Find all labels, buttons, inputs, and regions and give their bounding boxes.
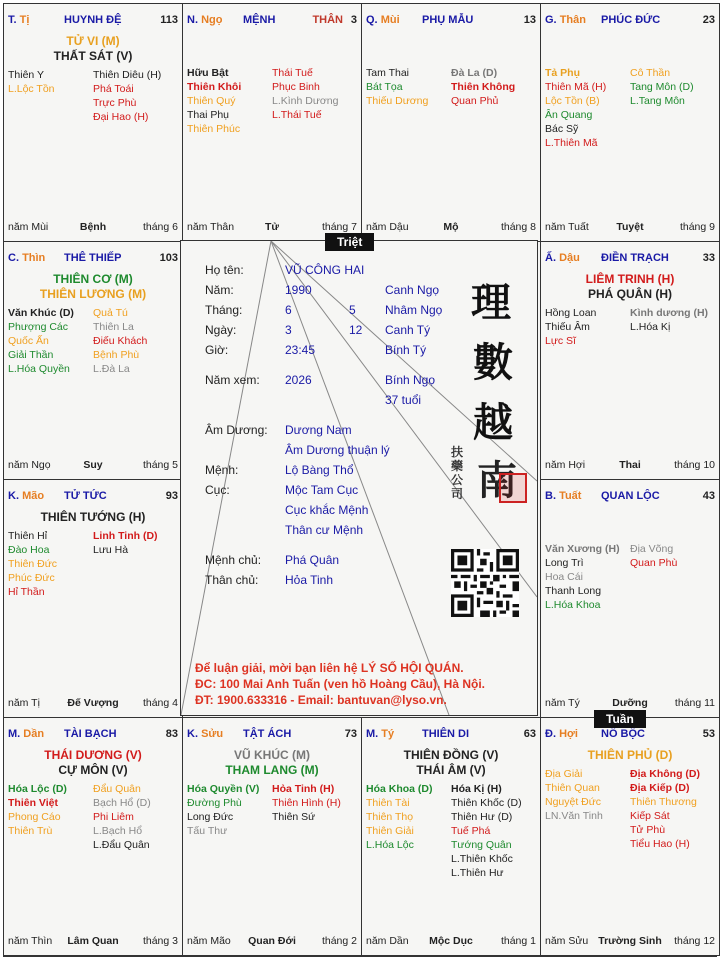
palace-stage: Thai: [619, 459, 641, 471]
label-month: Tháng:: [205, 303, 243, 317]
minor-star: Trực Phù: [93, 97, 137, 109]
minor-star: Lộc Tồn (B): [545, 95, 600, 107]
birth-hour-canchi: Bính Tý: [385, 343, 427, 357]
label-cuc: Cục:: [205, 483, 230, 497]
label-menh: Mệnh:: [205, 463, 239, 477]
minor-star: L.Lộc Tồn: [8, 83, 55, 95]
minor-star: Đại Hao (H): [93, 111, 149, 123]
center-info-panel: [180, 240, 538, 716]
minor-star: Lực Sĩ: [545, 335, 576, 347]
palace-position: K. Sửu: [187, 728, 224, 740]
minor-star: Long Đức: [187, 811, 234, 823]
minor-stars-right: [93, 306, 175, 376]
minor-star: Thiên Hình (H): [272, 797, 341, 809]
minor-stars-right: [272, 66, 354, 122]
palace-stage: Bệnh: [79, 221, 107, 233]
minor-star: Ân Quang: [545, 109, 593, 121]
minor-star: Văn Khúc (D): [8, 307, 74, 319]
minor-star: Hoa Cái: [545, 571, 583, 583]
palace-hoi[interactable]: [540, 717, 720, 956]
main-star: LIÊM TRINH (H): [585, 272, 675, 286]
palace-month: tháng 8: [500, 221, 536, 233]
palace-month: tháng 1: [500, 935, 536, 947]
palace-age: 113: [160, 14, 178, 26]
minor-star: Tử Phù: [630, 824, 666, 836]
minor-star: L.Hóa Khoa: [545, 599, 601, 611]
palace-stage: Dưỡng: [612, 697, 648, 709]
palace-position: C. Thìn: [8, 252, 46, 264]
birth-day: 3: [285, 323, 292, 337]
contact-line-3[interactable]: ĐT: 1900.633316 - Email: bantuvan@lyso.vn.: [195, 693, 447, 707]
minor-star: Thiên Y: [8, 69, 44, 81]
palace-month: tháng 9: [679, 221, 715, 233]
minor-stars-left: [187, 66, 269, 136]
palace-name: QUAN LỘC: [601, 490, 660, 502]
palace-month: tháng 7: [321, 221, 357, 233]
minor-star: Tấu Thư: [187, 825, 228, 837]
palace-name: HUYNH ĐỆ: [64, 14, 122, 26]
minor-star: Thiên Hư (D): [451, 811, 513, 823]
main-star: THIÊN ĐỒNG (V): [403, 748, 499, 762]
calligraphy-char-3: 越: [473, 399, 513, 446]
minor-stars-right: [93, 782, 175, 852]
minor-star: Tang Môn (D): [630, 81, 694, 93]
menh-chu: Phá Quân: [285, 553, 340, 567]
palace-month: tháng 6: [142, 221, 178, 233]
birth-hour: 23:45: [285, 343, 316, 357]
palace-age: 3: [350, 14, 357, 26]
palace-stage: Lâm Quan: [67, 935, 119, 947]
cuc-2: Cục khắc Mệnh: [285, 503, 369, 517]
palace-month: tháng 5: [142, 459, 178, 471]
palace-name: NÔ BỘC: [601, 728, 645, 740]
minor-star: Thai Phụ: [187, 109, 230, 121]
birth-year: 1990: [285, 283, 312, 297]
palace-year: năm Dậu: [366, 221, 409, 233]
palace-tuat[interactable]: [540, 479, 720, 718]
minor-star: L.Thiên Mã: [545, 137, 598, 149]
palace-position: Đ. Hợi: [545, 728, 578, 740]
minor-star: Thiên Đức: [8, 558, 58, 570]
minor-star: Địa Không (D): [630, 768, 700, 780]
view-year-canchi: Bính Ngọ: [385, 373, 436, 387]
amduong-1: Dương Nam: [285, 423, 352, 437]
palace-year: năm Mão: [187, 935, 231, 947]
minor-star: Hóa Khoa (D): [366, 783, 433, 795]
palace-age: 93: [165, 490, 178, 502]
cuc-3: Thân cư Mệnh: [285, 523, 364, 537]
minor-star: Cô Thần: [630, 67, 671, 79]
minor-star: Thiên La: [93, 321, 134, 333]
palace-dau[interactable]: [540, 241, 720, 480]
minor-star: Thiên Quý: [187, 95, 236, 107]
main-star: THÁI ÂM (V): [416, 763, 486, 777]
minor-star: Phúc Đức: [8, 572, 55, 584]
birth-day-lunar: 12: [349, 323, 363, 337]
minor-star: Hồng Loan: [545, 307, 597, 319]
palace-position: G. Thân: [545, 14, 586, 26]
main-star: THẤT SÁT (V): [53, 49, 133, 63]
minor-star: Thiên Thương: [630, 796, 697, 808]
minor-star: Hỏa Tinh (H): [272, 783, 335, 795]
palace-month: tháng 2: [321, 935, 357, 947]
minor-star: Phục Binh: [272, 81, 320, 93]
minor-star: Thiên Không: [451, 81, 516, 93]
palace-year: năm Ngọ: [8, 459, 51, 471]
minor-star: Đẩu Quân: [93, 783, 141, 795]
main-star: THIÊN TƯỚNG (H): [40, 510, 146, 524]
minor-stars-right: [630, 542, 712, 570]
palace-than[interactable]: [540, 3, 720, 242]
minor-star: Kiếp Sát: [630, 810, 670, 822]
main-star: PHÁ QUÂN (H): [588, 287, 672, 301]
minor-star: L.Đẩu Quân: [93, 839, 150, 851]
minor-star: Nguyệt Đức: [545, 796, 602, 808]
minor-stars-left: [187, 782, 269, 838]
palace-name: TỬ TỨC: [64, 490, 107, 502]
minor-stars-left: [366, 782, 448, 852]
minor-star: Văn Xương (H): [545, 543, 620, 555]
minor-star: Thiên Mã (H): [545, 81, 607, 93]
main-star: THIÊN CƠ (M): [53, 272, 133, 286]
minor-star: Tướng Quân: [451, 839, 512, 851]
minor-star: L.Thiên Hư: [451, 867, 504, 879]
minor-star: Thiên Việt: [8, 797, 58, 809]
main-star: THÁI DƯƠNG (V): [44, 748, 142, 762]
palace-name: PHỤ MẪU: [422, 14, 474, 26]
palace-age: 103: [159, 252, 178, 264]
palace-name: TẬT ÁCH: [243, 728, 292, 740]
minor-star: Phá Toái: [93, 83, 134, 95]
contact-line-2: ĐC: 100 Mai Anh Tuấn (ven hồ Hoàng Cầu), Hà Nội.: [195, 677, 486, 691]
minor-stars-left: [545, 306, 627, 348]
tuan-marker: Tuần: [594, 710, 646, 728]
minor-star: Hóa Kị (H): [451, 783, 502, 795]
palace-stage: Trường Sinh: [598, 935, 662, 947]
label-year: Năm:: [205, 283, 234, 297]
age-text: 37 tuổi: [385, 393, 422, 407]
palace-age: 33: [702, 252, 715, 264]
minor-star: Tam Thai: [366, 67, 409, 79]
minor-star: L.Hóa Lộc: [366, 839, 414, 851]
minor-stars-right: [630, 767, 712, 851]
palace-name: PHÚC ĐỨC: [601, 14, 661, 26]
minor-star: Lưu Hà: [93, 544, 129, 556]
minor-stars-right: [272, 782, 354, 824]
minor-star: Thiên Tài: [366, 797, 410, 809]
minor-star: Địa Kiếp (D): [630, 782, 690, 794]
minor-star: Bác Sỹ: [545, 123, 579, 135]
palace-stage: Tuyệt: [616, 221, 644, 233]
main-star: THIÊN PHỦ (D): [587, 748, 673, 762]
palace-ngo[interactable]: [182, 3, 362, 242]
minor-star: Quốc Ấn: [8, 335, 49, 347]
label-view-year: Năm xem:: [205, 373, 260, 387]
calligraphy-small: 扶 藥 公 司: [451, 445, 464, 501]
minor-star: Kình dương (H): [630, 307, 709, 319]
palace-position: M. Tý: [366, 728, 395, 740]
minor-stars-right: [630, 306, 712, 334]
minor-star: Thiếu Dương: [366, 95, 429, 107]
minor-star: L.Tang Môn: [630, 95, 685, 107]
minor-stars-right: [93, 529, 175, 557]
main-star: THIÊN LƯƠNG (M): [39, 287, 147, 301]
minor-stars-right: [93, 68, 175, 124]
minor-star: Phi Liêm: [93, 811, 134, 823]
view-year: 2026: [285, 373, 312, 387]
palace-stage: Suy: [83, 459, 103, 471]
label-hour: Giờ:: [205, 343, 229, 357]
palace-year: năm Mùi: [8, 221, 49, 233]
palace-mui[interactable]: [361, 3, 541, 242]
minor-star: Thiên Trù: [8, 825, 53, 837]
minor-star: Hóa Quyền (V): [187, 783, 260, 795]
main-star: CỰ MÔN (V): [58, 763, 128, 777]
minor-star: Thiên Phúc: [187, 123, 241, 135]
palace-position: K. Mão: [8, 490, 45, 502]
minor-star: L.Kình Dương: [272, 95, 339, 107]
palace-position: Ấ. Dậu: [545, 252, 580, 264]
palace-age: 53: [702, 728, 715, 740]
palace-stage: Mộ: [443, 221, 459, 233]
palace-position: Q. Mùi: [366, 14, 400, 26]
minor-stars-right: [451, 782, 533, 880]
palace-year: năm Dần: [366, 935, 409, 947]
minor-star: Thanh Long: [545, 585, 602, 597]
palace-position: B. Tuất: [545, 490, 582, 502]
minor-star: L.Thiên Khốc: [451, 853, 513, 865]
cuc-1: Mộc Tam Cục: [285, 483, 359, 497]
menh-value: Lộ Bàng Thổ: [285, 463, 354, 477]
minor-star: L.Hóa Kị: [630, 321, 671, 333]
calligraphy-char-2: 數: [473, 339, 513, 386]
palace-year: năm Thìn: [8, 935, 53, 947]
minor-star: Bệnh Phù: [93, 349, 140, 361]
label-day: Ngày:: [205, 323, 237, 337]
palace-year: năm Tuất: [545, 221, 589, 233]
minor-star: Hữu Bật: [187, 67, 229, 79]
palace-month: tháng 12: [674, 935, 715, 947]
minor-star: L.Thái Tuế: [272, 109, 322, 121]
minor-star: Thiên Diêu (H): [93, 69, 162, 81]
palace-age: 63: [523, 728, 536, 740]
label-than-chu: Thân chủ:: [205, 573, 259, 587]
palace-position: M. Dần: [8, 728, 45, 740]
palace-age: 73: [344, 728, 357, 740]
palace-position: N. Ngọ: [187, 14, 223, 26]
minor-star: Thiên Quan: [545, 782, 600, 794]
minor-star: Thiên Khôi: [187, 81, 242, 93]
minor-star: Địa Võng: [630, 543, 674, 555]
label-amduong: Âm Dương:: [205, 423, 268, 437]
seal-stamp: [499, 473, 527, 503]
minor-star: Thiên Sứ: [272, 811, 316, 823]
minor-stars-left: [8, 306, 90, 376]
minor-star: Thái Tuế: [272, 67, 313, 79]
palace-stage: Tử: [264, 221, 280, 233]
minor-stars-left: [545, 66, 627, 150]
triet-marker: Triệt: [325, 233, 374, 251]
than-marker: THÂN: [312, 14, 343, 26]
palace-month: tháng 10: [674, 459, 715, 471]
minor-star: Giải Thần: [8, 349, 54, 361]
palace-thin[interactable]: [3, 241, 183, 480]
palace-name: THIÊN DI: [422, 728, 470, 740]
birth-month: 6: [285, 303, 292, 317]
palace-suu[interactable]: [182, 717, 362, 956]
minor-star: L.Hóa Quyền: [8, 363, 70, 375]
minor-star: L.Bạch Hổ: [93, 825, 143, 837]
palace-year: năm Thân: [187, 221, 235, 233]
minor-star: L.Đà La: [93, 363, 130, 375]
minor-star: Linh Tinh (D): [93, 530, 158, 542]
main-star: TỬ VI (M): [66, 34, 120, 48]
than-chu: Hỏa Tinh: [285, 573, 334, 587]
palace-age: 23: [702, 14, 715, 26]
minor-stars-left: [366, 66, 448, 108]
minor-star: Long Trì: [545, 557, 584, 569]
palace-ti[interactable]: [3, 3, 183, 242]
palace-year: năm Tị: [8, 697, 40, 709]
minor-star: Thiên Giải: [366, 825, 414, 837]
palace-name: ĐIỀN TRẠCH: [601, 252, 669, 264]
palace-age: 13: [523, 14, 536, 26]
minor-star: LN.Văn Tinh: [545, 810, 603, 822]
minor-star: Quả Tú: [93, 307, 128, 319]
minor-star: Phong Cáo: [8, 811, 61, 823]
minor-star: Quan Phủ: [451, 95, 499, 107]
minor-star: Phượng Các: [8, 321, 69, 333]
contact-line-1: Để luận giải, mời bạn liên hệ LÝ SỐ HỘI QUÁN.: [195, 661, 464, 675]
palace-name: TÀI BẠCH: [64, 728, 117, 740]
minor-star: Tiểu Hao (H): [630, 838, 690, 850]
minor-stars-left: [545, 767, 627, 823]
minor-star: Thiên Thọ: [366, 811, 414, 823]
palace-year: năm Sửu: [545, 935, 589, 947]
minor-star: Tả Phụ: [545, 67, 581, 79]
amduong-2: Âm Dương thuận lý: [285, 443, 390, 457]
palace-month: tháng 4: [142, 697, 178, 709]
palace-mao[interactable]: [3, 479, 183, 718]
minor-star: Địa Giải: [545, 768, 583, 780]
label-menh-chu: Mệnh chủ:: [205, 553, 262, 567]
minor-star: Bát Tọa: [366, 81, 403, 93]
palace-age: 43: [702, 490, 715, 502]
calligraphy-char-1: 理: [471, 279, 511, 326]
minor-star: Thiên Khốc (D): [451, 797, 522, 809]
main-star: VŨ KHÚC (M): [234, 748, 310, 762]
minor-stars-left: [545, 542, 627, 612]
palace-name: MỆNH: [243, 14, 276, 26]
minor-stars-right: [630, 66, 712, 108]
palace-ty[interactable]: [361, 717, 541, 956]
palace-stage: Quan Đới: [248, 935, 296, 947]
minor-stars-left: [8, 529, 90, 599]
palace-stage: Mộc Dục: [429, 935, 473, 947]
minor-star: Điếu Khách: [93, 335, 148, 347]
palace-year: năm Tý: [545, 697, 580, 709]
minor-star: Đường Phù: [187, 797, 242, 809]
palace-month: tháng 3: [142, 935, 178, 947]
minor-star: Đào Hoa: [8, 544, 50, 556]
birth-month-canchi: Nhâm Ngọ: [385, 303, 443, 317]
minor-stars-right: [451, 66, 533, 108]
label-name: Họ tên:: [205, 263, 244, 277]
birth-day-canchi: Canh Tý: [385, 323, 431, 337]
minor-star: Quan Phù: [630, 557, 678, 569]
palace-month: tháng 11: [674, 697, 715, 709]
calligraphy-char-4: 南: [477, 457, 517, 504]
minor-star: Tuế Phá: [451, 825, 491, 837]
minor-star: Thiên Hỉ: [8, 530, 48, 542]
palace-stage: Đế Vượng: [67, 697, 119, 709]
palace-age: 83: [165, 728, 178, 740]
minor-star: Hóa Lộc (D): [8, 783, 67, 795]
palace-dan[interactable]: [3, 717, 183, 956]
person-name: VŨ CÔNG HAI: [285, 263, 365, 277]
qr-code[interactable]: [451, 549, 519, 617]
minor-star: Bạch Hổ (D): [93, 797, 151, 809]
palace-position: T. Tị: [8, 14, 30, 26]
palace-year: năm Hợi: [545, 459, 586, 471]
birth-month-lunar: 5: [349, 303, 356, 317]
minor-star: Đà La (D): [451, 67, 498, 79]
minor-star: Thiếu Âm: [545, 321, 590, 333]
main-star: THAM LANG (M): [225, 763, 319, 777]
birth-year-canchi: Canh Ngọ: [385, 283, 440, 297]
palace-name: THÊ THIẾP: [64, 252, 122, 264]
minor-stars-left: [8, 782, 90, 838]
minor-star: Hỉ Thần: [8, 586, 45, 598]
minor-stars-left: [8, 68, 90, 96]
